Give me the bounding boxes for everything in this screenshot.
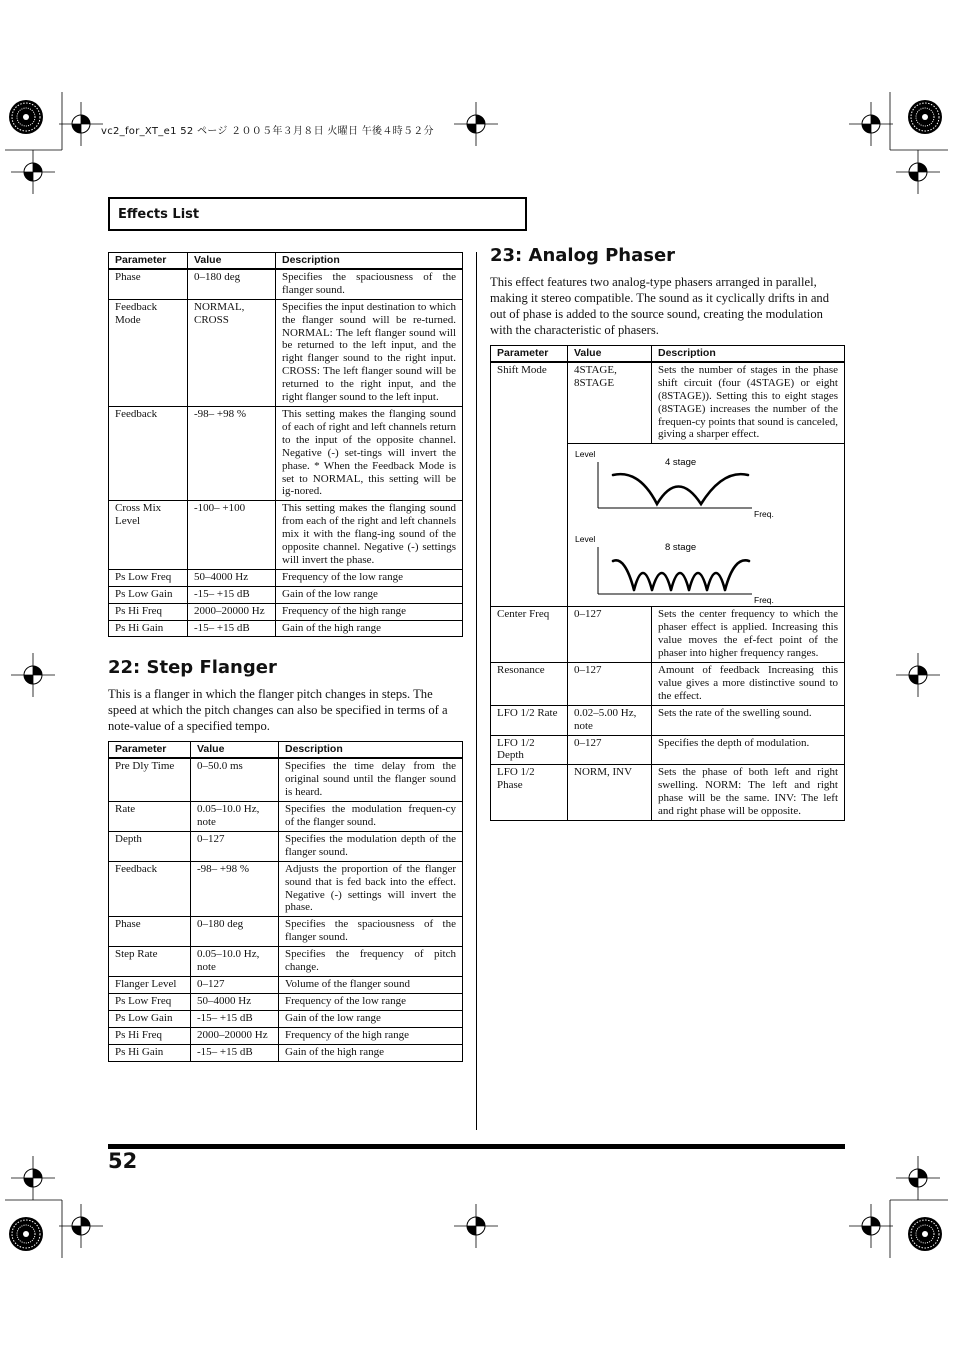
value-cell: 50–4000 Hz — [188, 569, 276, 586]
registration-mark — [9, 1217, 43, 1251]
graph-freq-label: Freq. — [754, 595, 774, 606]
graph-4-stage-label: 4 stage — [665, 457, 697, 469]
crosshair-mark — [896, 653, 940, 697]
crosshair-mark — [11, 1156, 55, 1200]
graph-freq-label: Freq. — [754, 509, 774, 520]
value-cell: 0–180 deg — [191, 917, 279, 947]
value-cell: 50–4000 Hz — [191, 993, 279, 1010]
trim-lines — [5, 92, 948, 1258]
header-value: Value — [191, 742, 279, 758]
param-cell: Shift Mode — [491, 362, 568, 607]
description-cell: Sets the rate of the swelling sound. — [652, 705, 845, 735]
header-description: Description — [652, 346, 845, 362]
param-cell: Ps Hi Freq — [109, 603, 188, 620]
value-cell: 0.02–5.00 Hz, note — [568, 705, 652, 735]
header-parameter: Parameter — [109, 253, 188, 269]
value-cell: -98– +98 % — [188, 406, 276, 500]
value-cell: 0–127 — [568, 607, 652, 663]
description-cell: Gain of the low range — [279, 1010, 463, 1027]
description-cell: Adjusts the proportion of the flanger sound that is fed back into the effect. Negative (-) settings will invert the phase. — [279, 861, 463, 917]
description-cell: Frequency of the high range — [279, 1027, 463, 1044]
param-cell: Phase — [109, 917, 191, 947]
param-cell: Depth — [109, 831, 191, 861]
param-cell: Feedback — [109, 861, 191, 917]
description-cell: Frequency of the high range — [276, 603, 463, 620]
registration-mark — [908, 1217, 942, 1251]
value-cell: 0.05–10.0 Hz, note — [191, 947, 279, 977]
crosshair-mark — [896, 1156, 940, 1200]
param-cell: Ps Low Gain — [109, 586, 188, 603]
description-cell: Specifies the spaciousness of the flanger sound. — [276, 269, 463, 299]
value-cell: NORM, INV — [568, 765, 652, 821]
crosshair-mark — [59, 1204, 103, 1248]
registration-mark — [9, 100, 43, 134]
value-cell: 0.05–10.0 Hz, note — [191, 802, 279, 832]
param-cell: LFO 1/2 Depth — [491, 735, 568, 765]
param-cell: LFO 1/2 Phase — [491, 765, 568, 821]
value-cell: 2000–20000 Hz — [188, 603, 276, 620]
description-cell: Specifies the modulation depth of the flanger sound. — [279, 831, 463, 861]
description-cell: Sets the center frequency to which the phaser effect is applied. Increasing this value moves the ef-fect point of the phaser into higher frequency ranges. — [652, 607, 845, 663]
description-cell: Specifies the time delay from the original sound until the flanger sound is heard. — [279, 758, 463, 801]
description-cell: Specifies the modulation frequen-cy of the flanger sound. — [279, 802, 463, 832]
description-cell: Amount of feedback Increasing this value gives a more distinctive sound to the effect. — [652, 662, 845, 705]
param-cell: Step Rate — [109, 947, 191, 977]
crosshair-mark — [11, 150, 55, 194]
value-cell: -15– +15 dB — [191, 1010, 279, 1027]
value-cell: -15– +15 dB — [191, 1044, 279, 1061]
step-flanger-intro: This is a flanger in which the flanger pitch changes in steps. The speed at which the pitch changes can also be specified in terms of a note-value of a specified tempo. — [108, 687, 448, 734]
description-cell: Sets the phase of both left and right swelling. NORM: The left and right phase will be the same. INV: The left and right phase will be opposite. — [652, 765, 845, 821]
header-description: Description — [276, 253, 463, 269]
value-cell: 0–127 — [568, 662, 652, 705]
description-cell: Specifies the spaciousness of the flanger sound. — [279, 917, 463, 947]
param-cell: Ps Hi Gain — [109, 1044, 191, 1061]
description-cell: Specifies the depth of modulation. — [652, 735, 845, 765]
analog-phaser-title: 23: Analog Phaser — [490, 245, 676, 266]
crosshair-mark — [849, 102, 893, 146]
param-cell: Pre Dly Time — [109, 758, 191, 801]
analog-phaser-intro: This effect features two analog-type phasers arranged in parallel, making it stereo compatible. The sound as it cyclically drifts in and out of phase is added to the source sound, creating the modulation with the characteristic of phasers. — [490, 275, 830, 337]
value-cell: 0–180 deg — [188, 269, 276, 299]
crosshair-mark — [849, 1204, 893, 1248]
param-cell: Ps Low Gain — [109, 1010, 191, 1027]
step-flanger-title: 22: Step Flanger — [108, 657, 277, 679]
crosshair-mark — [59, 102, 103, 146]
param-cell: Feedback Mode — [109, 299, 188, 406]
description-cell: Gain of the high range — [279, 1044, 463, 1061]
value-cell: 0–50.0 ms — [191, 758, 279, 801]
param-cell: Ps Low Freq — [109, 993, 191, 1010]
param-cell: Ps Hi Freq — [109, 1027, 191, 1044]
description-cell: Frequency of the low range — [279, 993, 463, 1010]
value-cell: -100– +100 — [188, 501, 276, 570]
description-cell: Sets the number of stages in the phase shift circuit (four (4STAGE) or eight (8STAGE)). Setting this to eight stages (8STAGE) increases the number of the frequen-cy points that sound is canceled, giving a sharper effect. — [652, 362, 845, 444]
value-cell: -15– +15 dB — [188, 620, 276, 637]
value-cell: 0–127 — [191, 831, 279, 861]
crosshair-mark — [454, 1204, 498, 1248]
header-value: Value — [568, 346, 652, 362]
header-parameter: Parameter — [109, 742, 191, 758]
param-cell: Feedback — [109, 406, 188, 500]
param-cell: Phase — [109, 269, 188, 299]
param-cell: Ps Hi Gain — [109, 620, 188, 637]
graph-level-label: Level — [575, 449, 596, 460]
value-cell: 4STAGE, 8STAGE — [568, 362, 652, 444]
crosshair-mark — [11, 653, 55, 697]
description-cell: Gain of the low range — [276, 586, 463, 603]
param-cell: Resonance — [491, 662, 568, 705]
param-cell: Cross Mix Level — [109, 501, 188, 570]
description-cell: Specifies the frequency of pitch change. — [279, 947, 463, 977]
header-value: Value — [188, 253, 276, 269]
description-cell: This setting makes the flanging sound from each of the right and left channels mix it with the flang-ing sound of the opposite channel. Negative (-) settings will invert the phase. — [276, 501, 463, 570]
graph-8-stage-label: 8 stage — [665, 542, 697, 554]
value-cell: -15– +15 dB — [188, 586, 276, 603]
description-cell: Frequency of the low range — [276, 569, 463, 586]
description-cell: Volume of the flanger sound — [279, 976, 463, 993]
param-cell: LFO 1/2 Rate — [491, 705, 568, 735]
crosshair-mark — [896, 150, 940, 194]
value-cell: 0–127 — [191, 976, 279, 993]
param-cell: Flanger Level — [109, 976, 191, 993]
param-cell: Ps Low Freq — [109, 569, 188, 586]
param-cell: Rate — [109, 802, 191, 832]
value-cell: 2000–20000 Hz — [191, 1027, 279, 1044]
param-cell: Center Freq — [491, 607, 568, 663]
description-cell: Specifies the input destination to which the flanger sound will be re-turned. NORMAL: The left flanger sound will be returned to the left input, and the right flanger sound to the right input. CROSS: The left flanger sound will be returned to the right input, and the right flanger sound to the left input. — [276, 299, 463, 406]
value-cell: 0–127 — [568, 735, 652, 765]
header-description: Description — [279, 742, 463, 758]
value-cell: -98– +98 % — [191, 861, 279, 917]
crosshair-mark — [454, 102, 498, 146]
page-number: 52 — [108, 1149, 138, 1173]
print-info-line: vc2_for_XT_e1 52 ページ ２００５年３月８日 火曜日 午後４時５２分 — [101, 126, 434, 137]
registration-mark — [908, 100, 942, 134]
section-header-title: Effects List — [118, 207, 200, 222]
value-cell: NORMAL, CROSS — [188, 299, 276, 406]
header-parameter: Parameter — [491, 346, 568, 362]
description-cell: Gain of the high range — [276, 620, 463, 637]
description-cell: This setting makes the flanging sound of each of right and left channels return to the input of the opposite channel. Negative (-) set-tings will invert the phase. * When the Feedback Mode is set to NORMAL, this setting will be ig-nored. — [276, 406, 463, 500]
graph-level-label: Level — [575, 534, 596, 545]
